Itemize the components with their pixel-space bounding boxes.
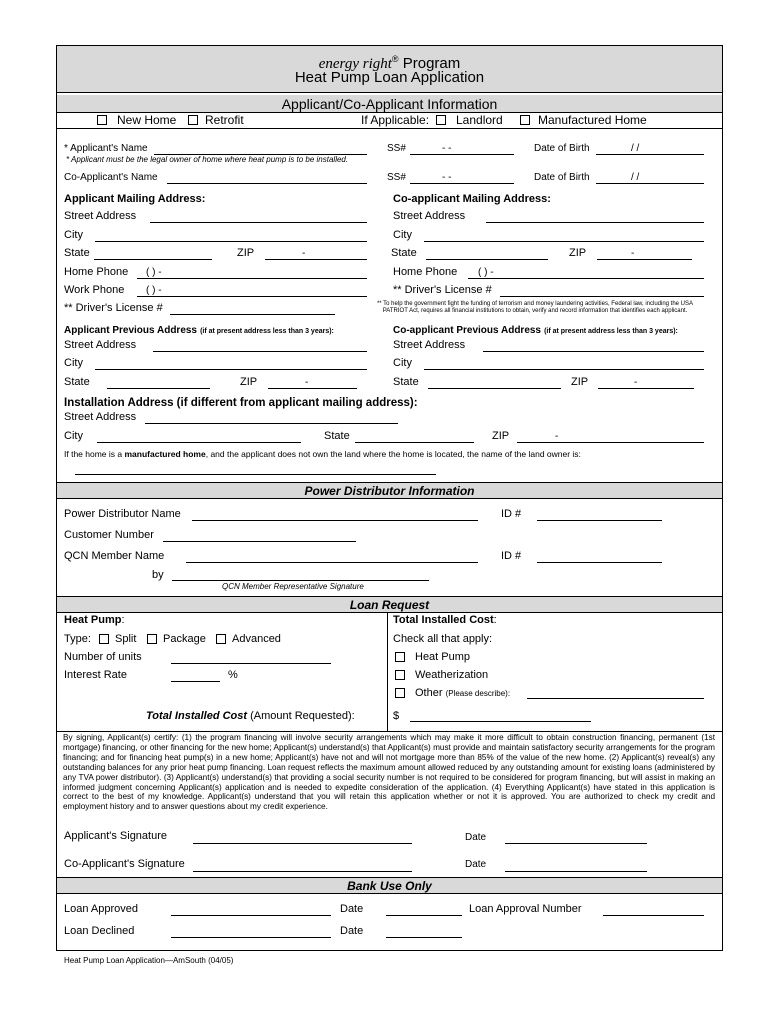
street-label: Street Address <box>393 339 466 351</box>
zip-label: ZIP <box>569 247 587 259</box>
divider <box>57 128 722 129</box>
total-installed-cost-heading: Total Installed Cost: <box>393 614 497 626</box>
street-label: Street Address <box>64 339 137 351</box>
applicant-prev-state-field[interactable] <box>107 388 210 389</box>
total-cost-requested-label: Total Installed Cost (Amount Requested): <box>146 710 355 722</box>
date-label: Date <box>465 832 487 843</box>
heat-pump-option-label: Heat Pump <box>415 651 471 663</box>
package-checkbox[interactable] <box>147 634 157 644</box>
co-applicant-prev-zip-field[interactable] <box>598 388 694 389</box>
by-label: by <box>152 569 164 581</box>
interest-rate-field[interactable] <box>171 681 220 682</box>
installation-city-field[interactable] <box>97 442 301 443</box>
loan-approved-field[interactable] <box>171 915 331 916</box>
footer-text: Heat Pump Loan Application—AmSouth (04/05) <box>64 956 234 965</box>
owner-note: * Applicant must be the legal owner of home where heat pump is to be installed. <box>66 155 349 164</box>
distributor-name-label: Power Distributor Name <box>64 508 181 520</box>
other-label: Other (Please describe): <box>415 687 511 699</box>
applicant-drivers-license-field[interactable] <box>170 314 335 315</box>
co-applicant-name-field[interactable] <box>167 183 367 184</box>
installation-street-field[interactable] <box>145 423 398 424</box>
dob-format: / / <box>631 143 640 154</box>
patriot-note: ** To help the government fight the funding of terrorism and money laundering activities, Federal law, including the USA PATRIOT Act, requires all financial institutions to obtain, verify and record information that identifies each applicant. <box>376 301 694 314</box>
total-cost-field[interactable] <box>410 721 591 722</box>
zip-dash: - <box>305 377 309 388</box>
ss-format: - - <box>442 172 452 183</box>
dob-format: / / <box>631 172 640 183</box>
zip-dash: - <box>555 431 559 442</box>
advanced-label: Advanced <box>232 633 281 645</box>
installation-zip-field[interactable] <box>517 442 704 443</box>
ss-label: SS# <box>387 143 406 154</box>
number-of-units-field[interactable] <box>171 663 331 664</box>
divider <box>57 498 722 499</box>
applicant-section-title: Applicant/Co-Applicant Information <box>281 96 498 112</box>
co-applicant-prev-street-field[interactable] <box>483 351 704 352</box>
state-label: State <box>324 430 350 442</box>
co-applicant-street-field[interactable] <box>486 222 704 223</box>
other-checkbox[interactable] <box>395 688 405 698</box>
power-section-title: Power Distributor Information <box>304 484 475 498</box>
divider <box>57 731 722 732</box>
dob-label: Date of Birth <box>534 172 590 183</box>
loan-approval-number-label: Loan Approval Number <box>469 903 582 915</box>
loan-column-divider <box>387 612 388 731</box>
landlord-label: Landlord <box>456 113 503 127</box>
co-applicant-signature-field[interactable] <box>193 871 412 872</box>
loan-declined-date-field[interactable] <box>386 937 462 938</box>
heat-pump-option-checkbox[interactable] <box>395 652 405 662</box>
co-applicant-mailing-heading: Co-applicant Mailing Address: <box>393 193 551 205</box>
interest-rate-label: Interest Rate <box>64 669 127 681</box>
state-label: State <box>391 247 417 259</box>
dob-label: Date of Birth <box>534 143 590 154</box>
applicant-prev-city-field[interactable] <box>95 369 367 370</box>
other-description-field[interactable] <box>527 698 704 699</box>
date-label: Date <box>340 903 364 915</box>
split-checkbox[interactable] <box>99 634 109 644</box>
zip-label: ZIP <box>492 430 510 442</box>
applicant-zip-field[interactable] <box>265 259 367 260</box>
co-applicant-signature-label: Co-Applicant's Signature <box>64 858 185 870</box>
loan-approval-number-field[interactable] <box>603 915 704 916</box>
number-of-units-label: Number of units <box>64 651 142 663</box>
co-applicant-city-field[interactable] <box>424 241 704 242</box>
city-label: City <box>64 357 83 369</box>
zip-label: ZIP <box>240 376 258 388</box>
retrofit-label: Retrofit <box>205 113 244 127</box>
date-label: Date <box>340 925 364 937</box>
program-word: Program <box>402 55 461 72</box>
loan-declined-field[interactable] <box>171 937 331 938</box>
applicant-dob-field[interactable] <box>596 154 704 155</box>
applicant-previous-heading: Applicant Previous Address (if at present address less than 3 years): <box>64 325 334 336</box>
new-home-label: New Home <box>117 113 177 127</box>
signature-caption: QCN Member Representative Signature <box>222 582 364 591</box>
qcn-id-label: ID # <box>501 550 522 562</box>
advanced-checkbox[interactable] <box>216 634 226 644</box>
applicant-signature-field[interactable] <box>193 843 412 844</box>
co-applicant-previous-heading: Co-applicant Previous Address (if at present address less than 3 years): <box>393 325 678 336</box>
certification-text: By signing, Applicant(s) certify: (1) the program financing will involve security arrangements which may make it more difficult to obtain construction financing, permanent (1st mortgage) financing, or other financing for the new home; Applicant(s) understand(s) that Applicant(s) must provide and maintain satisfactory security arrangements for the program financing; and for financing heat pump(s) in a new home; Applicant(s) have not and will not mortgage more than 85% of the value of the new home. (2) Applicant(s) reveal(s) any outstanding balances for any prior heat pump financing. Loan request reflects the maximum amount allowed reduced by any outstanding amount for existing loans (administered by any TVA power distributor). (3) Applicant(s) understand(s) that providing a social security number is not required to be considered for program financing, but will assist in making an informed judgment concerning Applicant(s) application and is needed to expedite consideration of the application. (4) Everything Applicant(s) have stated in this application is correct to the best of my knowledge. Applicant(s) understand that you will retain this application whether or not it is approved. You are authorized to check my credit and employment history and to answer questions about my credit experience. <box>63 733 715 812</box>
heat-pump-heading: Heat Pump: <box>64 614 125 626</box>
applicant-home-phone-field[interactable] <box>137 278 367 279</box>
distributor-id-field[interactable] <box>537 520 662 521</box>
new-home-checkbox[interactable] <box>97 115 107 125</box>
applicant-date-field[interactable] <box>505 843 647 844</box>
date-label: Date <box>465 859 487 870</box>
installation-state-field[interactable] <box>355 442 474 443</box>
state-label: State <box>64 247 90 259</box>
street-label: Street Address <box>64 210 137 222</box>
type-label: Type: <box>64 633 91 645</box>
divider <box>57 893 722 894</box>
program-title: energy right® Program <box>318 54 461 72</box>
land-owner-field[interactable] <box>75 474 436 475</box>
qcn-signature-field[interactable] <box>172 580 429 581</box>
if-applicable-label: If Applicable: <box>361 113 430 127</box>
applicant-mailing-heading: Applicant Mailing Address: <box>64 193 206 205</box>
loan-approved-date-field[interactable] <box>386 915 462 916</box>
package-label: Package <box>163 633 206 645</box>
city-label: City <box>393 357 412 369</box>
check-all-label: Check all that apply: <box>393 633 493 645</box>
street-label: Street Address <box>393 210 466 222</box>
divider <box>57 612 722 613</box>
applicant-prev-zip-field[interactable] <box>268 388 357 389</box>
co-applicant-prev-city-field[interactable] <box>424 369 704 370</box>
zip-dash: - <box>634 377 638 388</box>
manufactured-home-note: If the home is a manufactured home, and the applicant does not own the land where the home is located, the name of the land owner is: <box>64 449 581 459</box>
percent-label: % <box>228 669 238 681</box>
co-applicant-dob-field[interactable] <box>596 183 704 184</box>
home-phone-label: Home Phone <box>64 266 129 278</box>
zip-dash: - <box>631 248 635 259</box>
applicant-state-field[interactable] <box>94 259 212 260</box>
co-applicant-state-field[interactable] <box>426 259 548 260</box>
co-applicant-ss-field[interactable] <box>410 183 514 184</box>
installation-address-heading: Installation Address (if different from applicant mailing address): <box>64 397 418 409</box>
applicant-work-phone-field[interactable] <box>137 296 367 297</box>
state-label: State <box>64 376 90 388</box>
ss-format: - - <box>442 143 452 154</box>
city-label: City <box>393 229 412 241</box>
phone-format: ( ) - <box>146 285 162 296</box>
dollar-label: $ <box>393 710 400 722</box>
bank-section-title: Bank Use Only <box>347 879 432 893</box>
home-phone-label: Home Phone <box>393 266 458 278</box>
applicant-city-field[interactable] <box>95 241 367 242</box>
qcn-member-name-label: QCN Member Name <box>64 550 165 562</box>
phone-format: ( ) - <box>146 267 162 278</box>
street-label: Street Address <box>64 411 137 423</box>
ss-label: SS# <box>387 172 406 183</box>
co-applicant-drivers-license-field[interactable] <box>500 296 704 297</box>
state-label: State <box>393 376 419 388</box>
distributor-id-label: ID # <box>501 508 522 520</box>
city-label: City <box>64 430 83 442</box>
phone-format: ( ) - <box>478 267 494 278</box>
co-applicant-name-label: Co-Applicant's Name <box>64 172 158 183</box>
city-label: City <box>64 229 83 241</box>
distributor-name-field[interactable] <box>192 520 478 521</box>
work-phone-label: Work Phone <box>64 284 125 296</box>
co-applicant-prev-state-field[interactable] <box>428 388 561 389</box>
loan-section-title: Loan Request <box>349 598 430 612</box>
co-applicant-home-phone-field[interactable] <box>468 278 704 279</box>
applicant-name-label: * Applicant's Name <box>64 143 148 154</box>
applicant-ss-field[interactable] <box>410 154 514 155</box>
form-title: Heat Pump Loan Application <box>294 69 485 86</box>
split-label: Split <box>115 633 137 645</box>
drivers-license-label: ** Driver's License # <box>64 302 163 314</box>
applicant-prev-street-field[interactable] <box>153 351 367 352</box>
zip-dash: - <box>302 248 306 259</box>
qcn-member-name-field[interactable] <box>186 562 478 563</box>
applicant-signature-label: Applicant's Signature <box>64 830 167 842</box>
co-applicant-zip-field[interactable] <box>597 259 692 260</box>
applicant-street-field[interactable] <box>150 222 367 223</box>
weatherization-label: Weatherization <box>415 669 489 681</box>
landlord-checkbox[interactable] <box>436 115 446 125</box>
divider <box>57 92 722 93</box>
qcn-id-field[interactable] <box>537 562 662 563</box>
drivers-license-label: ** Driver's License # <box>393 284 492 296</box>
retrofit-checkbox[interactable] <box>188 115 198 125</box>
loan-declined-label: Loan Declined <box>64 925 135 937</box>
customer-number-field[interactable] <box>163 541 356 542</box>
zip-label: ZIP <box>571 376 589 388</box>
manufactured-home-label: Manufactured Home <box>538 113 647 127</box>
loan-approved-label: Loan Approved <box>64 903 139 915</box>
weatherization-checkbox[interactable] <box>395 670 405 680</box>
co-applicant-date-field[interactable] <box>505 871 647 872</box>
zip-label: ZIP <box>237 247 255 259</box>
manufactured-home-checkbox[interactable] <box>520 115 530 125</box>
customer-number-label: Customer Number <box>64 529 154 541</box>
program-brand: energy right <box>318 56 392 72</box>
